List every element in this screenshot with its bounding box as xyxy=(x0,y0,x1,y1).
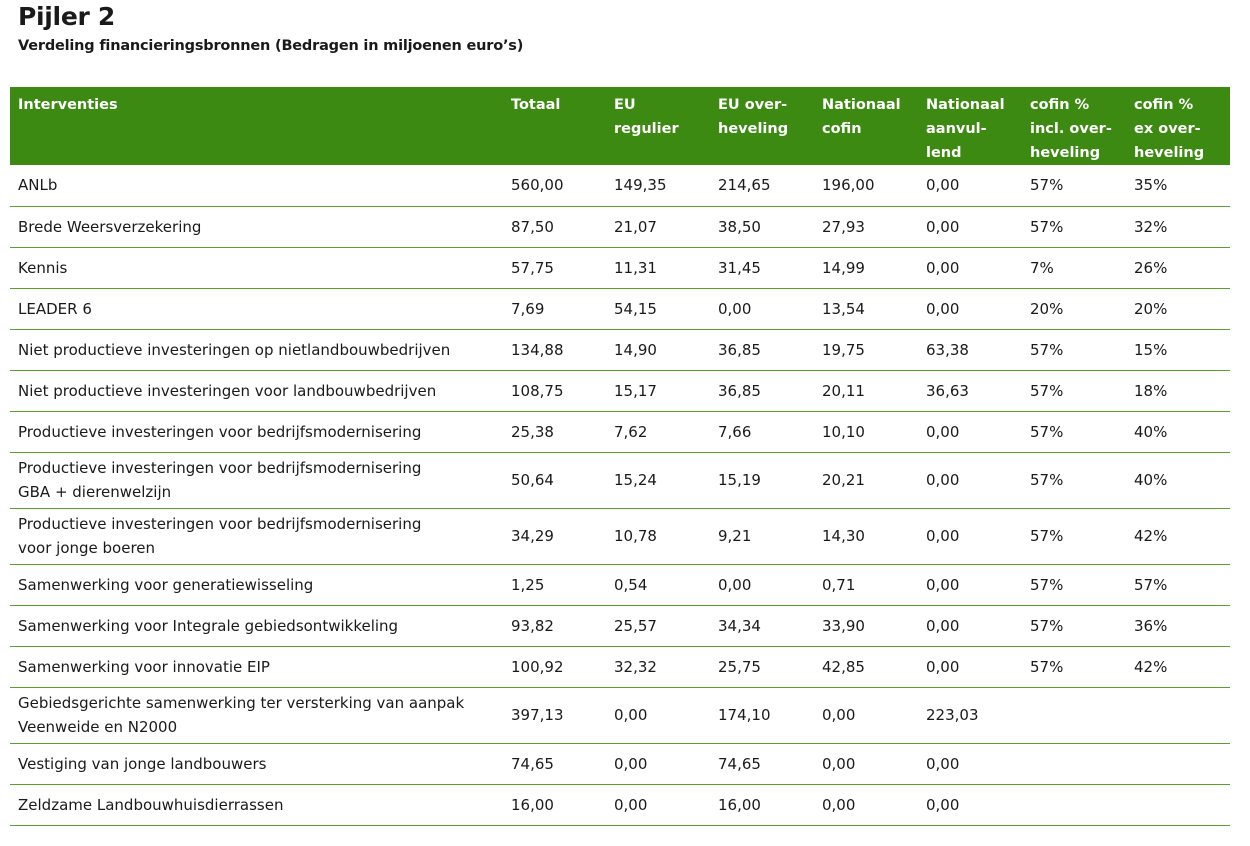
value-cell: 0,00 xyxy=(926,422,960,441)
value-cell: 0,00 xyxy=(926,527,960,545)
value-cell: 57% xyxy=(1030,340,1064,359)
value-cell: 57% xyxy=(1134,575,1168,594)
value-cell: 27,93 xyxy=(822,217,865,236)
value-cell: 32,32 xyxy=(614,657,657,676)
value-cell: 19,75 xyxy=(822,340,865,359)
intervention-cell xyxy=(10,508,503,564)
value-cell: 38,50 xyxy=(718,217,761,236)
table-row xyxy=(10,247,1230,288)
intervention-label-line: LEADER 6 xyxy=(18,299,92,318)
column-header xyxy=(710,87,814,165)
column-header-line: cofin % xyxy=(1030,97,1090,113)
value-cell: 100,92 xyxy=(511,657,564,676)
value-cell: 14,30 xyxy=(822,527,865,545)
intervention-label-line: Veenweide en N2000 xyxy=(18,718,178,736)
value-cell: 7% xyxy=(1030,258,1054,277)
value-cell: 0,00 xyxy=(926,471,960,489)
value-cell: 40% xyxy=(1134,471,1168,489)
value-cell: 0,00 xyxy=(926,657,960,676)
value-cell: 34,34 xyxy=(718,616,761,635)
value-cell: 42% xyxy=(1134,657,1168,676)
value-cell: 10,10 xyxy=(822,422,865,441)
value-cell xyxy=(1022,743,1126,784)
intervention-label-line: ANLb xyxy=(18,176,58,195)
intervention-cell xyxy=(10,206,503,247)
value-cell xyxy=(1126,687,1230,743)
table-row xyxy=(10,564,1230,605)
value-cell: 108,75 xyxy=(511,381,564,400)
value-cell: 16,00 xyxy=(718,795,761,814)
value-cell: 57% xyxy=(1030,657,1064,676)
value-cell: 20,11 xyxy=(822,381,865,400)
value-cell: 63,38 xyxy=(926,340,969,359)
table-row xyxy=(10,605,1230,646)
column-header-line: regulier xyxy=(614,121,679,137)
value-cell: 14,90 xyxy=(614,340,657,359)
table-row xyxy=(10,508,1230,564)
column-header-line: EU xyxy=(614,97,636,113)
intervention-label-line: Samenwerking voor Integrale gebiedsontwikkeling xyxy=(18,616,399,635)
value-cell: 36,85 xyxy=(718,381,761,400)
value-cell: 32% xyxy=(1134,217,1168,236)
value-cell: 11,31 xyxy=(614,258,657,277)
value-cell: 0,00 xyxy=(614,754,648,773)
intervention-cell xyxy=(10,329,503,370)
value-cell: 87,50 xyxy=(511,217,554,236)
table-row xyxy=(10,165,1230,206)
column-header xyxy=(1126,87,1230,165)
intervention-cell xyxy=(10,605,503,646)
intervention-label-line: voor jonge boeren xyxy=(18,539,156,557)
value-cell: 33,90 xyxy=(822,616,865,635)
value-cell: 36,85 xyxy=(718,340,761,359)
value-cell: 31,45 xyxy=(718,258,761,277)
table-row xyxy=(10,687,1230,743)
intervention-cell xyxy=(10,452,503,508)
value-cell: 25,57 xyxy=(614,616,657,635)
intervention-cell xyxy=(10,646,503,687)
intervention-label-line: Gebiedsgerichte samenwerking ter versterking van aanpak xyxy=(18,694,465,712)
value-cell: 9,21 xyxy=(718,527,752,545)
value-cell: 16,00 xyxy=(511,795,554,814)
column-header-line: heveling xyxy=(1030,145,1101,161)
value-cell: 57% xyxy=(1030,575,1064,594)
column-header-line: lend xyxy=(926,145,962,161)
value-cell: 35% xyxy=(1134,176,1168,195)
table-row xyxy=(10,784,1230,825)
value-cell: 0,00 xyxy=(926,616,960,635)
value-cell: 174,10 xyxy=(718,706,771,724)
table-row xyxy=(10,329,1230,370)
value-cell: 0,00 xyxy=(614,795,648,814)
value-cell: 7,62 xyxy=(614,422,648,441)
intervention-cell xyxy=(10,564,503,605)
value-cell: 0,00 xyxy=(926,754,960,773)
value-cell: 0,00 xyxy=(822,706,856,724)
column-header-line: incl. over- xyxy=(1030,121,1112,137)
value-cell xyxy=(1126,743,1230,784)
value-cell: 57% xyxy=(1030,471,1064,489)
value-cell: 1,25 xyxy=(511,575,545,594)
intervention-label-line: Productieve investeringen voor bedrijfsmodernisering xyxy=(18,515,422,533)
page-title: Pijler 2 xyxy=(18,2,116,31)
value-cell: 0,00 xyxy=(926,299,960,318)
value-cell: 26% xyxy=(1134,258,1168,277)
value-cell: 42% xyxy=(1134,527,1168,545)
column-header-line: heveling xyxy=(718,121,789,137)
value-cell: 54,15 xyxy=(614,299,657,318)
value-cell: 57% xyxy=(1030,176,1064,195)
intervention-cell xyxy=(10,784,503,825)
column-header-line: Interventies xyxy=(18,97,118,113)
table-row xyxy=(10,370,1230,411)
value-cell: 20% xyxy=(1030,299,1064,318)
value-cell: 214,65 xyxy=(718,176,771,195)
intervention-label-line: Vestiging van jonge landbouwers xyxy=(18,754,267,773)
value-cell: 15,19 xyxy=(718,471,761,489)
table-row xyxy=(10,288,1230,329)
column-header xyxy=(503,87,606,165)
value-cell: 74,65 xyxy=(718,754,761,773)
value-cell: 0,00 xyxy=(822,795,856,814)
value-cell: 20% xyxy=(1134,299,1168,318)
column-header xyxy=(1022,87,1126,165)
intervention-cell xyxy=(10,687,503,743)
header-row xyxy=(10,87,1230,165)
intervention-cell xyxy=(10,247,503,288)
column-header-line: aanvul- xyxy=(926,121,987,137)
value-cell: 14,99 xyxy=(822,258,865,277)
table-header xyxy=(10,87,1230,165)
intervention-cell xyxy=(10,370,503,411)
value-cell: 134,88 xyxy=(511,340,564,359)
column-header-line: cofin xyxy=(822,121,862,137)
value-cell: 0,00 xyxy=(926,217,960,236)
intervention-cell xyxy=(10,411,503,452)
table-row xyxy=(10,206,1230,247)
column-header xyxy=(10,87,503,165)
column-header-line: Totaal xyxy=(511,97,561,113)
value-cell xyxy=(1022,687,1126,743)
value-cell: 196,00 xyxy=(822,176,875,195)
intervention-label-line: Productieve investeringen voor bedrijfsmodernisering xyxy=(18,459,422,477)
value-cell: 0,00 xyxy=(926,795,960,814)
intervention-label-line: Niet productieve investeringen op nietlandbouwbedrijven xyxy=(18,340,451,359)
intervention-label-line: Zeldzame Landbouwhuisdierrassen xyxy=(18,795,284,814)
column-header-line: Nationaal xyxy=(822,97,901,113)
value-cell: 18% xyxy=(1134,381,1168,400)
value-cell: 57% xyxy=(1030,422,1064,441)
value-cell: 13,54 xyxy=(822,299,865,318)
value-cell: 15,24 xyxy=(614,471,657,489)
intervention-cell xyxy=(10,288,503,329)
value-cell: 21,07 xyxy=(614,217,657,236)
intervention-cell xyxy=(10,743,503,784)
value-cell: 50,64 xyxy=(511,471,554,489)
table-row xyxy=(10,646,1230,687)
intervention-label-line: Samenwerking voor generatiewisseling xyxy=(18,575,314,594)
value-cell: 0,00 xyxy=(822,754,856,773)
table-row xyxy=(10,743,1230,784)
column-header xyxy=(918,87,1022,165)
value-cell: 57% xyxy=(1030,217,1064,236)
column-header-line: heveling xyxy=(1134,145,1205,161)
value-cell: 36,63 xyxy=(926,381,969,400)
intervention-label-line: Samenwerking voor innovatie EIP xyxy=(18,657,270,676)
value-cell: 74,65 xyxy=(511,754,554,773)
column-header-line: ex over- xyxy=(1134,121,1201,137)
column-header-line: Nationaal xyxy=(926,97,1005,113)
value-cell: 57,75 xyxy=(511,258,554,277)
column-header xyxy=(606,87,710,165)
value-cell: 15% xyxy=(1134,340,1168,359)
value-cell: 7,66 xyxy=(718,422,752,441)
value-cell: 40% xyxy=(1134,422,1168,441)
value-cell: 42,85 xyxy=(822,657,865,676)
intervention-label-line: Kennis xyxy=(18,258,68,277)
value-cell: 0,00 xyxy=(614,706,648,724)
intervention-label-line: GBA + dierenwelzijn xyxy=(18,483,172,501)
value-cell xyxy=(1126,784,1230,825)
table-body xyxy=(10,165,1230,825)
intervention-label-line: Productieve investeringen voor bedrijfsmodernisering xyxy=(18,422,422,441)
intervention-cell xyxy=(10,165,503,206)
value-cell: 20,21 xyxy=(822,471,865,489)
intervention-label-line: Niet productieve investeringen voor landbouwbedrijven xyxy=(18,381,437,400)
value-cell: 0,71 xyxy=(822,575,856,594)
value-cell: 149,35 xyxy=(614,176,667,195)
value-cell: 0,54 xyxy=(614,575,648,594)
value-cell: 25,75 xyxy=(718,657,761,676)
value-cell: 223,03 xyxy=(926,706,979,724)
page-subtitle: Verdeling financieringsbronnen (Bedragen in miljoenen euro’s) xyxy=(18,38,524,54)
column-header-line: cofin % xyxy=(1134,97,1194,113)
value-cell: 0,00 xyxy=(926,258,960,277)
table-row xyxy=(10,411,1230,452)
value-cell: 0,00 xyxy=(926,575,960,594)
financing-table xyxy=(10,87,1230,826)
value-cell: 34,29 xyxy=(511,527,554,545)
value-cell: 15,17 xyxy=(614,381,657,400)
column-header xyxy=(814,87,918,165)
value-cell: 397,13 xyxy=(511,706,564,724)
value-cell: 57% xyxy=(1030,381,1064,400)
value-cell: 93,82 xyxy=(511,616,554,635)
value-cell: 560,00 xyxy=(511,176,564,195)
value-cell: 0,00 xyxy=(718,575,752,594)
table-row xyxy=(10,452,1230,508)
column-header-line: EU over- xyxy=(718,97,788,113)
value-cell xyxy=(1022,784,1126,825)
value-cell: 57% xyxy=(1030,616,1064,635)
value-cell: 57% xyxy=(1030,527,1064,545)
value-cell: 0,00 xyxy=(718,299,752,318)
value-cell: 25,38 xyxy=(511,422,554,441)
value-cell: 7,69 xyxy=(511,299,545,318)
value-cell: 36% xyxy=(1134,616,1168,635)
intervention-label-line: Brede Weersverzekering xyxy=(18,217,202,236)
value-cell: 0,00 xyxy=(926,176,960,195)
value-cell: 10,78 xyxy=(614,527,657,545)
